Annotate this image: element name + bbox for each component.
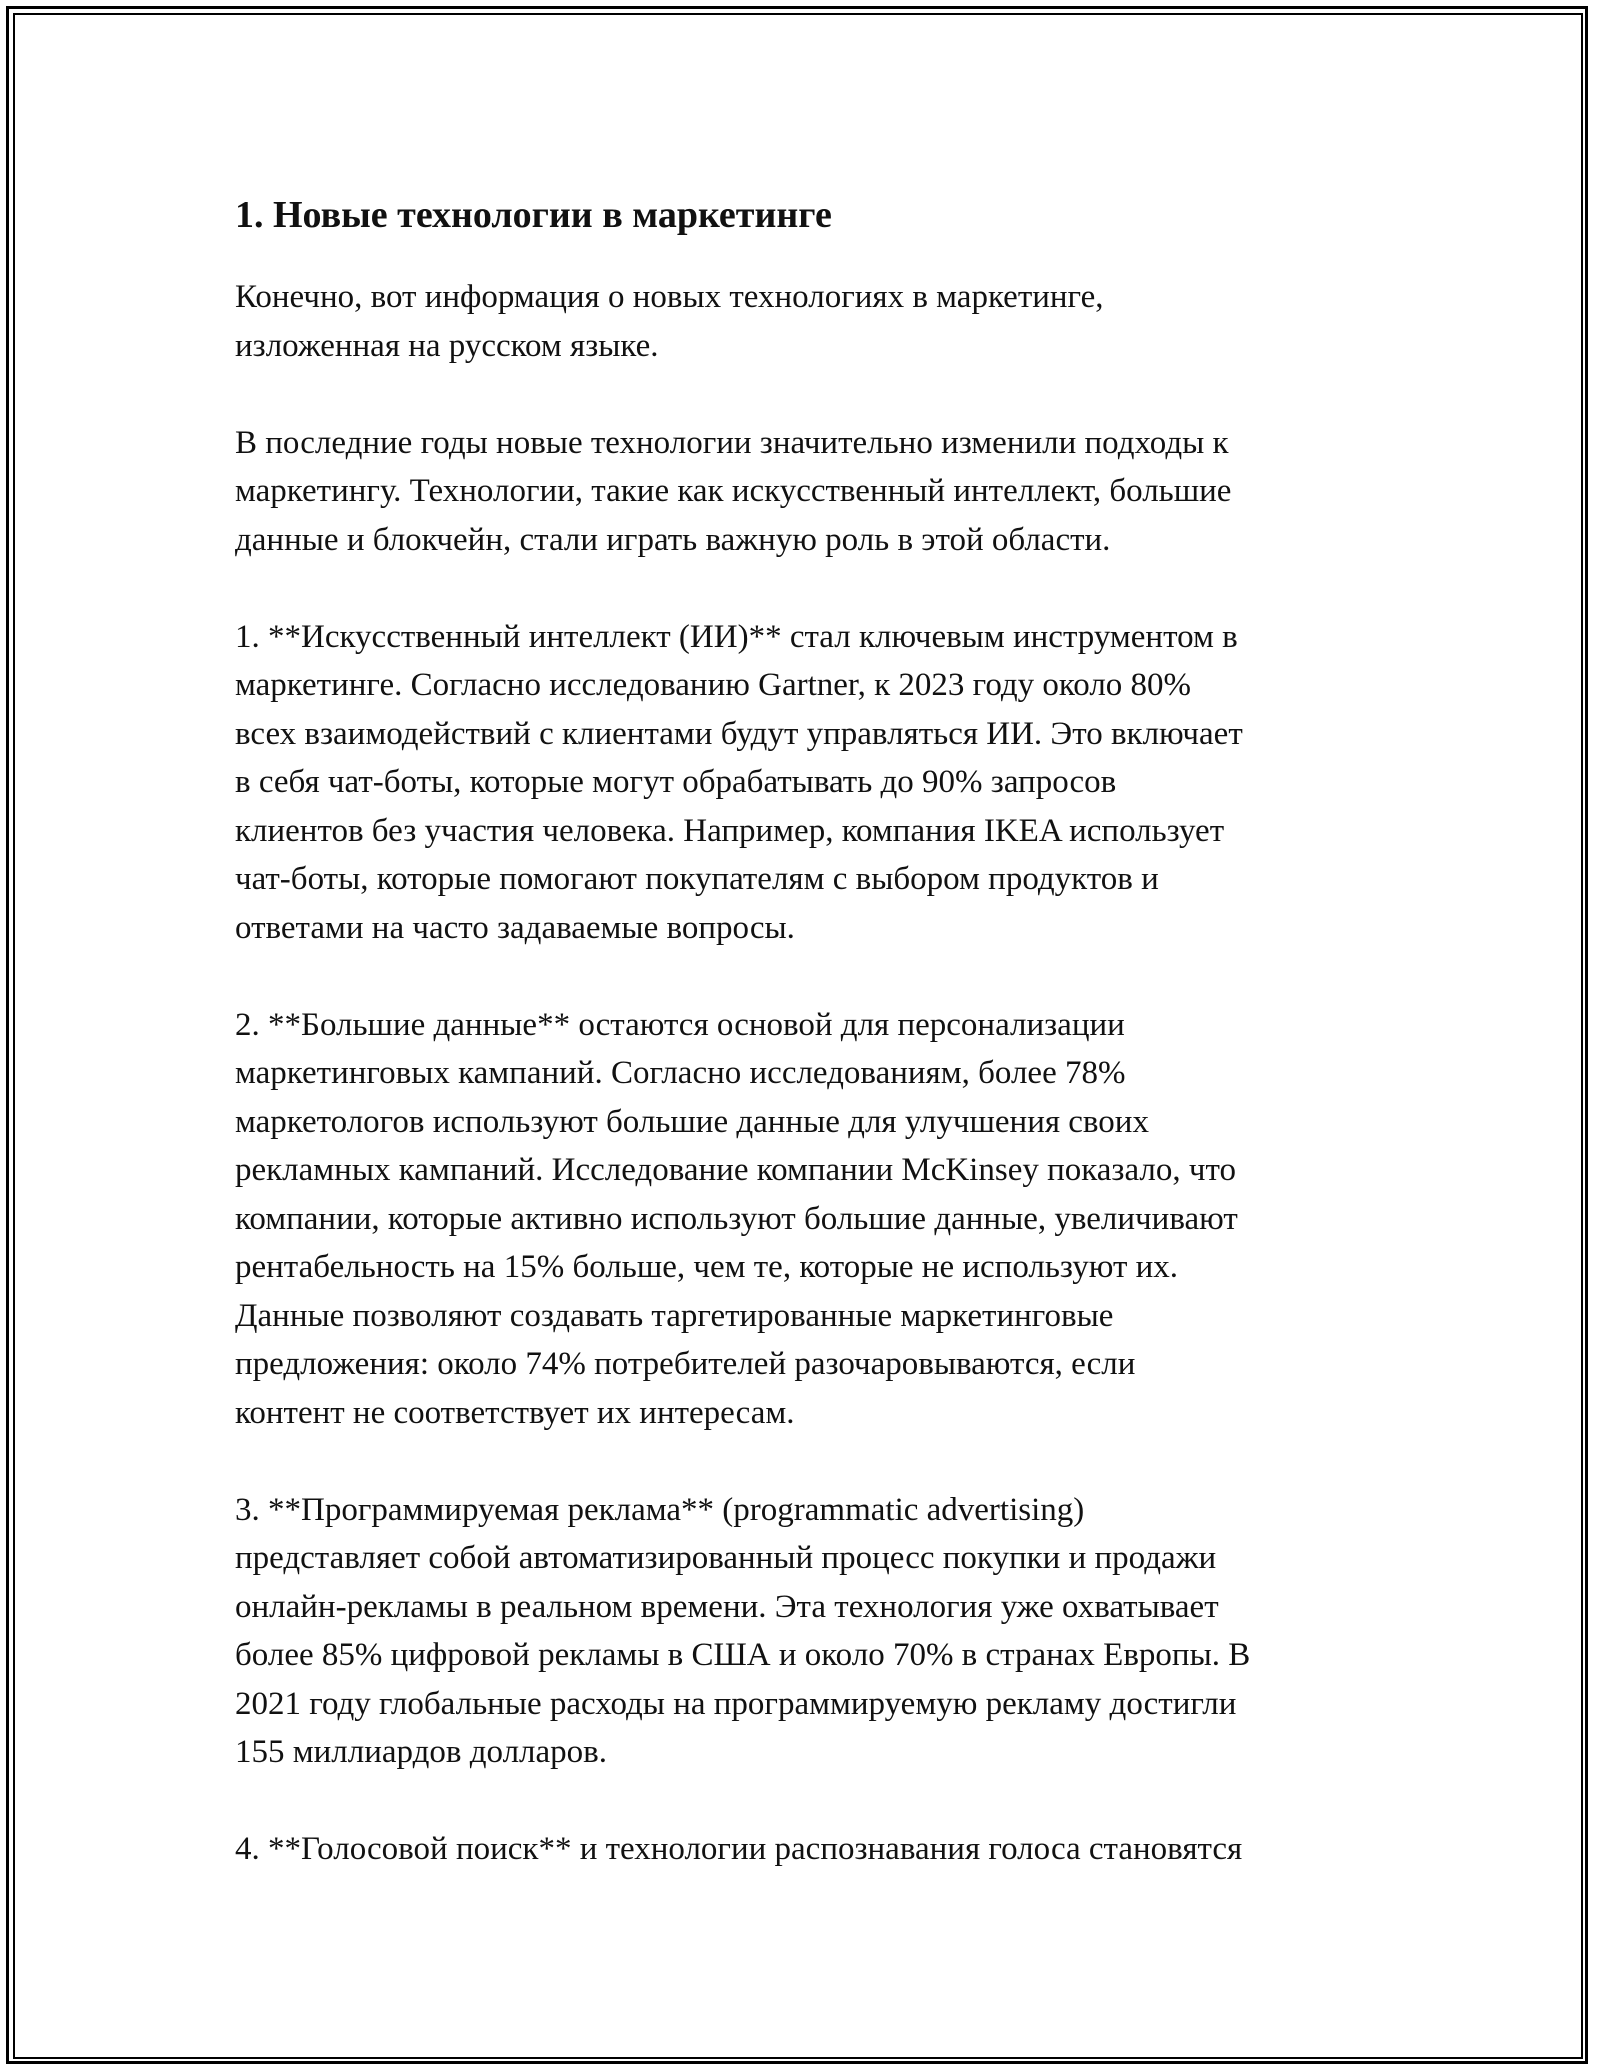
big-data-paragraph: 2. **Большие данные** остаются основой для персонализации маркетинговых кампаний. Согласно исследованиям, более 78% маркетологов используют большие данные для улучшения своих рекламных кампаний. Исследование компании McKinsey показало, что компании, которые активно используют большие данные, увеличивают рентабельность на 15% больше, чем те, которые не используют их. Данные позволяют создавать таргетированные маркетинговые предложения: около 74% потребителей разочаровываются, если контент не соответствует их интересам. [235, 1006, 1238, 1431]
intro-paragraph: Конечно, вот информация о новых технологиях в маркетинге, изложенная на русском языке. [235, 279, 1104, 364]
document-body [235, 185, 1385, 1922]
ai-paragraph: 1. **Искусственный интеллект (ИИ)** стал ключевым инструментом в маркетинге. Согласно исследованию Gartner, к 2023 году около 80% всех взаимодействий с клиентами будут управляться ИИ. Это включает в себя чат-боты, которые могут обрабатывать до 90% запросов клиентов без участия человека. Например, компания IKEA использует чат-боты, которые помогают покупателям с выбором продуктов и ответами на часто задаваемые вопросы. [235, 618, 1243, 946]
context-paragraph: В последние годы новые технологии значительно изменили подходы к маркетингу. Технологии, такие как искусственный интеллект, большие данные и блокчейн, стали играть важную роль в этой области. [235, 424, 1232, 558]
voice-search-paragraph: 4. **Голосовой поиск** и технологии распознавания голоса становятся [235, 1831, 1243, 1867]
document-title: 1. Новые технологии в маркетинге [235, 194, 832, 236]
programmatic-ad-paragraph: 3. **Программируемая реклама** (programmatic advertising) представляет собой автоматизированный процесс покупки и продажи онлайн-рекламы в реальном времени. Эта технология уже охватывает более 85% цифровой рекламы в США и около 70% в странах Европы. В 2021 году глобальные расходы на программируемую рекламу достигли 155 миллиардов долларов. [235, 1491, 1251, 1770]
